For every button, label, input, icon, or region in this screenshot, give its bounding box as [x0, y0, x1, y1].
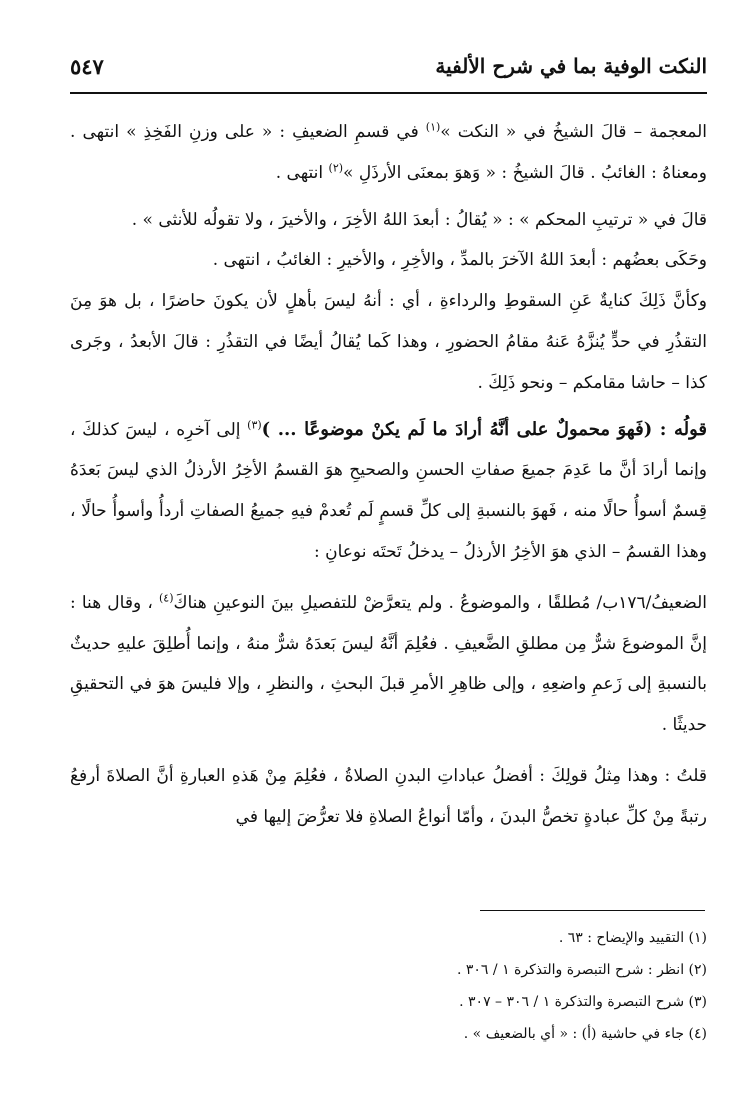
footnote-ref-3[interactable]: (٣) — [247, 417, 262, 431]
paragraph-5 — [70, 410, 707, 573]
footnotes — [70, 922, 707, 1050]
header-divider — [70, 92, 707, 94]
lemma-intro: قولُه : — [652, 418, 708, 440]
footnote-2: (٢) انظر : شرح التبصرة والتذكرة ١ / ٣٠٦ . — [456, 962, 707, 978]
page-number: ٥٤٧ — [70, 53, 104, 79]
footnote-divider — [480, 910, 705, 911]
quoted-lemma: (فَهوَ محمولٌ على أنَّهُ أرادَ ما لَم يكنْ موضوعًا ... ) — [261, 418, 653, 440]
paragraph-3: وحَكَى بعضُهم : أبعدَ اللهُ الآخرَ بالمدِّ ، والأخِرِ ، والأخيرِ : الغائبُ ، انتهى . — [212, 250, 707, 271]
paragraph-4: وكأنَّ ذَلِكَ كنايةٌ عَنِ السقوطِ والرداءةِ ، أي : أنهُ ليسَ بأهلٍ لأن يكونَ حاضرًا ، بل هوَ مِنَ التقذُرِ في حدٍّ يُنزَّهُ عَنهُ مقامُ الحضورِ ، وهذا كَما يُقالُ أيضًا في التقذُرِ : قالَ الأبعدُ ، وجَرى كذا – حاشا مقامكم – ونحو ذَلِكَ . — [70, 291, 707, 393]
main-text — [70, 112, 707, 838]
text-segment: في قسمِ الضعيفِ : « على وزنِ الفَخِذِ » انتهى . ومعناهُ : الغائبُ . قالَ الشيخُ : « وَهوَ بمعنَى الأرذَلِ » — [70, 122, 707, 183]
page-header — [70, 48, 707, 84]
paragraph-7: قلتُ : وهذا مِثلُ قولِكَ : أفضلُ عباداتِ البدنِ الصلاةُ ، فعُلِمَ مِنْ هَذهِ العبارةِ أنَّ الصلاةَ أرفعُ رتبةً مِنْ كلِّ عبادةٍ تخصُّ البدنَ ، وأمّا أنواعُ الصلاةِ فلا تعرُّضَ إليها في — [70, 765, 707, 827]
text-segment: انتهى . — [275, 162, 329, 183]
paragraph-1 — [70, 112, 707, 194]
footnote-3: (٣) شرح التبصرة والتذكرة ١ / ٣٠٦ – ٣٠٧ . — [459, 994, 707, 1010]
paragraph-6 — [70, 583, 707, 746]
text-segment: إلى آخرِه ، ليسَ كذلكَ ، وإنما أرادَ أنَّ ما عَدِمَ جميعَ صفاتِ الحسنِ والصحيحِ هوَ القسمُ الأخِرُ الأرذلُ الذي ليسَ بَعدَهُ قِسمٌ أسوأُ حالًا منه ، فَهوَ بالنسبةِ إلى كلِّ قسمٍ لَم تُعدمْ فيهِ جميعُ الصفاتِ أردأُ وأسوأُ حالًا ، وهذا القسمُ – الذي هوَ الأخِرُ الأرذلُ – يدخلُ تَحتَه نوعانِ : — [70, 419, 707, 562]
footnote-ref-1[interactable]: (١) — [425, 120, 441, 134]
text-segment: ، وقال هنا : إنَّ الموضوعَ شرٌّ مِن مطلقِ الضَّعيفِ . فعُلِمَ أنَّهُ ليسَ بَعدَهُ شرٌّ منهُ ، وإنما أُطلِقَ عليهِ حديثٌ بالنسبةِ إلى زَعمِ واضعِهِ ، وإلى ظاهِرِ الأمرِ قبلَ البحثِ ، والنظرِ ، وإلا فليسَ هوَ في التحقيقِ حديثًا . — [70, 592, 707, 736]
footnote-4: (٤) جاء في حاشية (أ) : « أي بالضعيف » . — [463, 1026, 707, 1042]
footnote-ref-2[interactable]: (٢) — [328, 161, 344, 175]
text-segment: المعجمة – قالَ الشيخُ في « النكت » — [440, 122, 707, 142]
paragraph-2: قالَ في « ترتيبِ المحكم » : « يُقالُ : أبعدَ اللهُ الأخِرَ ، والأخيرَ ، ولا تقولُه للأنثى » . — [131, 209, 707, 230]
footnote-1: (١) التقييد والإيضاح : ٦٣ . — [558, 930, 707, 946]
footnote-ref-4[interactable]: (٤) — [158, 591, 174, 605]
running-title: النكت الوفية بما في شرح الألفية — [435, 54, 707, 78]
text-segment: الضعيفُ/١٧٦ب/ مُطلقًا ، والموضوعُ . ولم يتعرَّضْ للتفصيلِ بينَ النوعينِ هناكَ — [173, 592, 707, 613]
